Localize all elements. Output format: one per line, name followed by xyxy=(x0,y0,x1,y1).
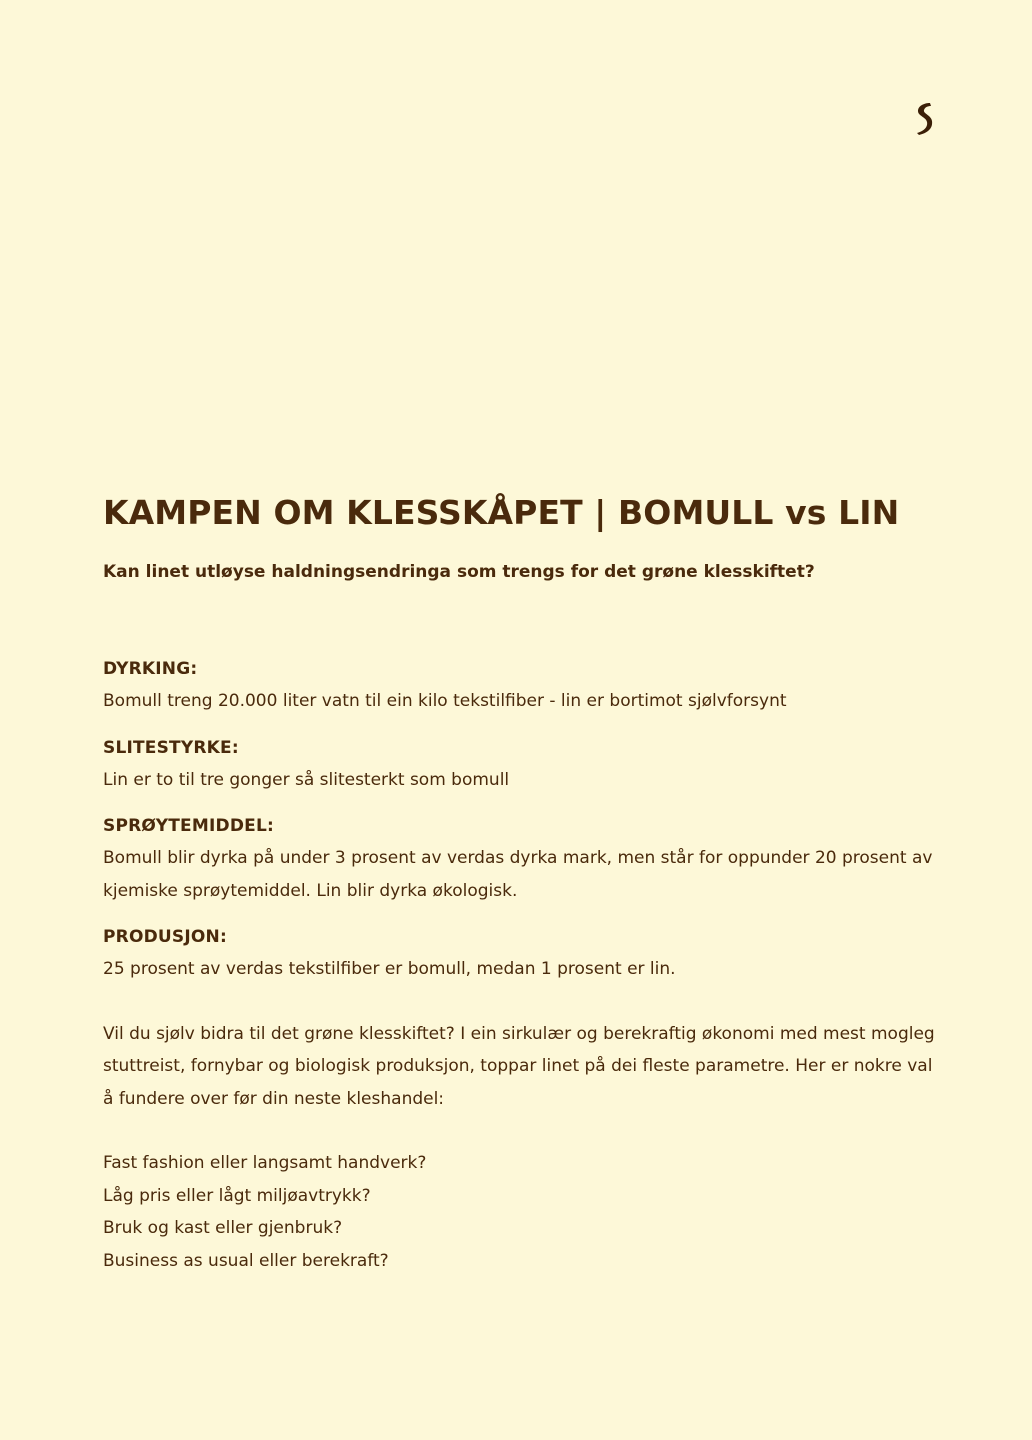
closing-paragraph: Vil du sjølv bidra til det grøne klesskiftet? I ein sirkulær og berekraftig økonomi med mest mogleg stuttreist, fornybar og biologisk produksjon, toppar linet på dei fleste parametre. Her er nokre val å fundere over før din neste kleshandel: xyxy=(103,1023,935,1109)
section-text: Lin er to til tre gonger så slitesterkt som bomull xyxy=(103,769,510,790)
article xyxy=(103,488,943,1277)
section-text: Bomull blir dyrka på under 3 prosent av verdas dyrka mark, men står for oppunder 20 prosent av kjemiske sprøytemiddel. Lin blir dyrka økologisk. xyxy=(103,848,933,901)
section-heading: SLITESTYRKE: xyxy=(103,737,239,758)
section-slitestyrke xyxy=(103,732,943,797)
section-dyrking xyxy=(103,653,943,718)
section-text: 25 prosent av verdas tekstilfiber er bomull, medan 1 prosent er lin. xyxy=(103,959,676,979)
question-item: Fast fashion eller langsamt handverk? xyxy=(103,1153,427,1173)
article-title: KAMPEN OM KLESSKÅPET | BOMULL vs LIN xyxy=(103,493,900,532)
section-heading: DYRKING: xyxy=(103,659,198,679)
section-text: Bomull treng 20.000 liter vatn til ein kilo tekstilfiber - lin er bortimot sjølvforsynt xyxy=(103,691,787,711)
section-sproytemiddel xyxy=(103,810,943,907)
question-item: Låg pris eller lågt miljøavtrykk? xyxy=(103,1185,371,1206)
section-heading: SPRØYTEMIDDEL: xyxy=(103,816,274,836)
question-list xyxy=(103,1147,943,1277)
article-subtitle: Kan linet utløyse haldningsendringa som trengs for det grøne klesskiftet? xyxy=(103,562,815,582)
question-item: Bruk og kast eller gjenbruk? xyxy=(103,1218,343,1238)
question-item: Business as usual eller berekraft? xyxy=(103,1250,389,1271)
section-heading: PRODUSJON: xyxy=(103,927,227,947)
section-produksjon xyxy=(103,921,943,986)
brand-s-logo-icon xyxy=(912,100,936,136)
